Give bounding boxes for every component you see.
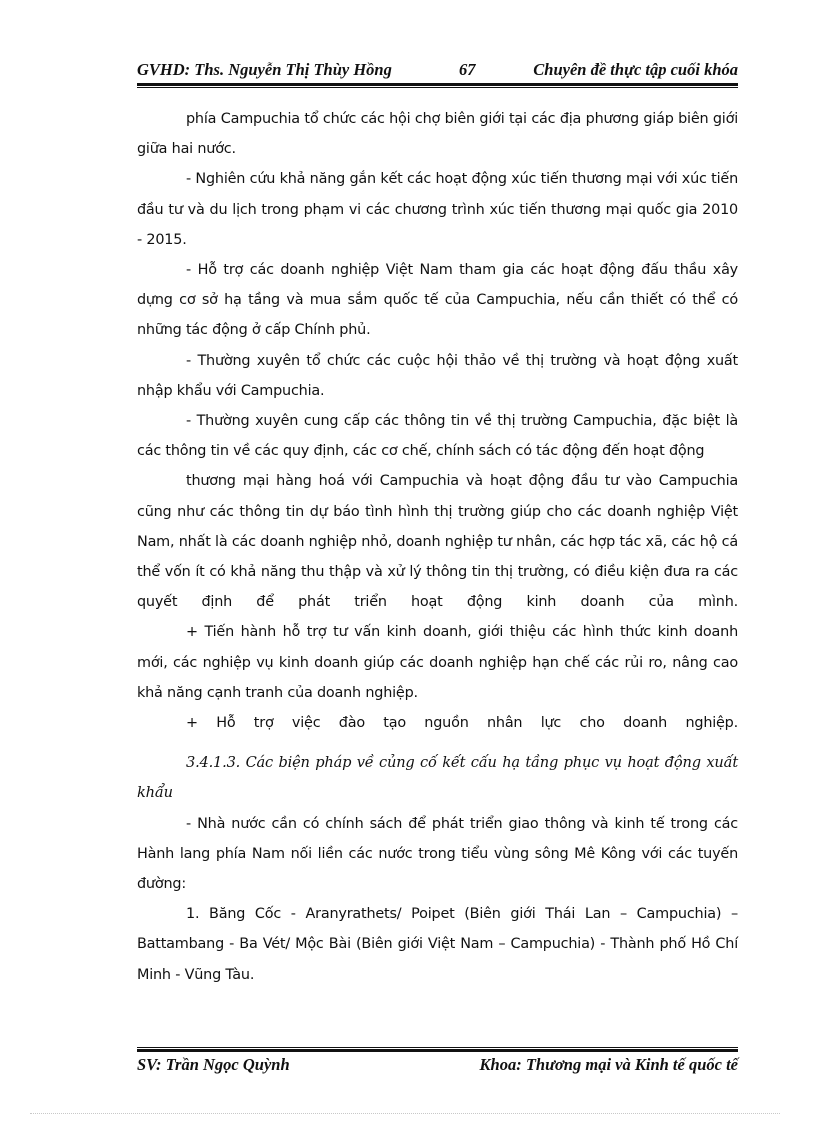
header-rule-thin	[137, 87, 738, 88]
section-heading: 3.4.1.3. Các biện pháp về củng cố kết cấu hạ tầng phục vụ hoạt động xuất khẩu	[137, 754, 738, 802]
footer-student: SV: Trần Ngọc Quỳnh	[137, 1055, 290, 1074]
paragraph: - Hỗ trợ các doanh nghiệp Việt Nam tham gia các hoạt động đấu thầu xây dựng cơ sở hạ tầng và mua sắm quốc tế của Campuchia, nếu cần thiết có thể có những tác động ở cấp Chính phủ.	[137, 262, 738, 339]
paragraph: phía Campuchia tổ chức các hội chợ biên giới tại các địa phương giáp biên giới giữa hai nước.	[137, 111, 738, 158]
footer-faculty: Khoa: Thương mại và Kinh tế quốc tế	[479, 1055, 738, 1074]
paragraph: - Thường xuyên tổ chức các cuộc hội thảo về thị trường và hoạt động xuất nhập khẩu với Campuchia.	[137, 352, 738, 399]
page-bottom-dotted-border	[30, 1113, 780, 1114]
page-footer	[137, 1054, 738, 1078]
header-page-number: 67	[459, 60, 476, 79]
footer-rule-thin	[137, 1047, 738, 1048]
header-advisor: GVHD: Ths. Nguyễn Thị Thùy Hồng	[137, 60, 392, 79]
paragraph: - Nghiên cứu khả năng gắn kết các hoạt động xúc tiến thương mại với xúc tiến đầu tư và du lịch trong phạm vi các chương trình xúc tiến thương mại quốc gia 2010 - 2015.	[137, 171, 738, 248]
paragraph: + Hỗ trợ việc đào tạo nguồn nhân lực cho doanh nghiệp.	[186, 715, 738, 732]
page-body	[137, 104, 738, 990]
header-rule-thick	[137, 83, 738, 86]
header-title: Chuyên đề thực tập cuối khóa	[533, 60, 738, 79]
paragraph: 1. Băng Cốc - Aranyrathets/ Poipet (Biên giới Thái Lan – Campuchia) – Battambang - Ba Vét/ Mộc Bài (Biên giới Việt Nam – Campuchia) - Thành phố Hồ Chí Minh - Vũng Tàu.	[137, 906, 738, 983]
paragraph: + Tiến hành hỗ trợ tư vấn kinh doanh, giới thiệu các hình thức kinh doanh mới, các nghiệp vụ kinh doanh giúp các doanh nghiệp hạn chế các rủi ro, nâng cao khả năng cạnh tranh của doanh nghiệp.	[137, 624, 738, 701]
footer-rule-thick	[137, 1049, 738, 1052]
paragraph: - Thường xuyên cung cấp các thông tin về thị trường Campuchia, đặc biệt là các thông tin về các quy định, các cơ chế, chính sách có tác động đến hoạt động	[137, 413, 738, 460]
paragraph: thương mại hàng hoá với Campuchia và hoạt động đầu tư vào Campuchia cũng như các thông tin dự báo tình hình thị trường giúp cho các doanh nghiệp Việt Nam, nhất là các doanh nghiệp nhỏ, doanh nghiệp tư nhân, các hợp tác xã, các hộ cá thể vốn ít có khả năng thu thập và xử lý thông tin thị trường, có điều kiện đưa ra các quyết định để phát triển hoạt động kinh doanh của mình.	[137, 473, 738, 611]
page-header	[137, 58, 738, 82]
paragraph: - Nhà nước cần có chính sách để phát triển giao thông và kinh tế trong các Hành lang phía Nam nối liền các nước trong tiểu vùng sông Mê Kông với các tuyến đường:	[137, 815, 738, 893]
